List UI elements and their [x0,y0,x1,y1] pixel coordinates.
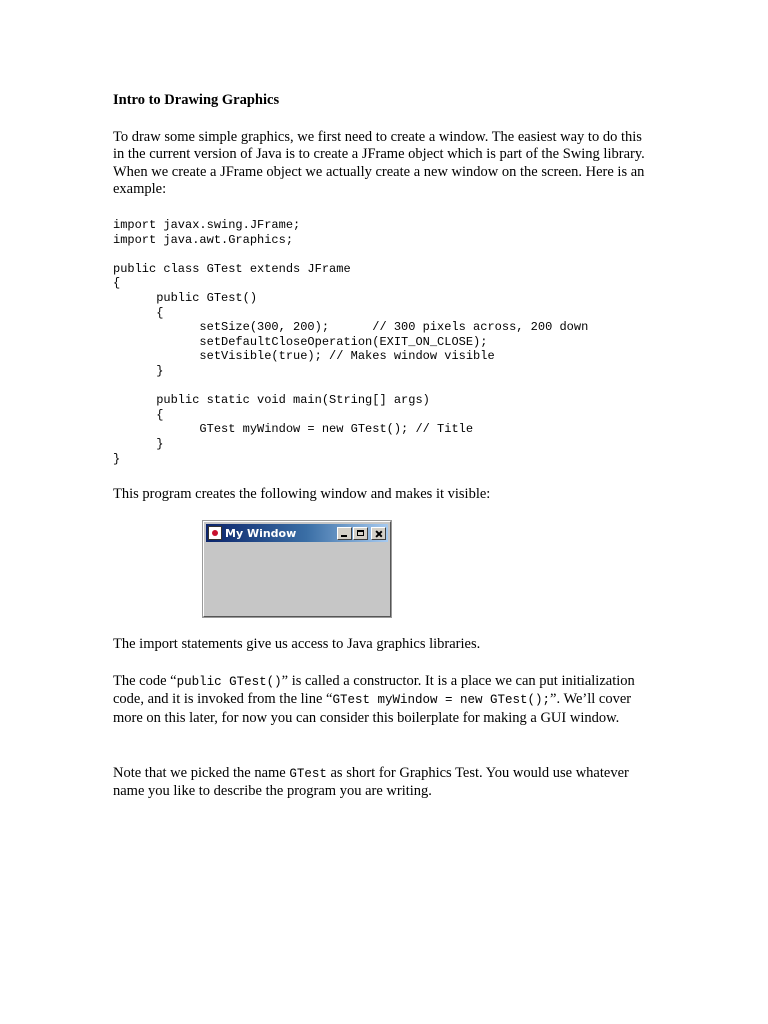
constructor-text-1: The code “ [113,673,177,689]
window-titlebar [206,524,388,542]
constructor-text-3: ”. We’ll cover more on this later, for now you can consider this boilerplate for making a GUI window. [113,691,632,726]
window-controls [337,527,386,540]
code-sample: import javax.swing.JFrame; import java.awt.Graphics; public class GTest extends JFrame { public GTest() { setSize(300, 200); // 300 pixels across, 200 down setDefaultCloseOperation(EXIT_ON_CLOSE); setVisible(true); // Makes window visible } public static void main(String[] args) { GTest myWindow = new GTest(); // Title } } [113,218,589,466]
constructor-paragraph [113,673,653,727]
instantiation-code: GTest myWindow = new GTest(); [332,693,551,708]
class-name-code: GTest [289,767,327,781]
close-icon [371,527,386,540]
java-icon [208,526,222,540]
name-paragraph [113,765,653,801]
name-text-2: as short for Graphics Test. You would use whatever name you like to describe the program you are writing. [113,765,629,800]
constructor-code: public GTest() [176,675,282,689]
name-text-1: Note that we picked the name [113,765,290,781]
sample-window-screenshot [203,521,391,617]
minimize-icon [337,527,352,540]
intro-paragraph: To draw some simple graphics, we first need to create a window. The easiest way to do this in the current version of Java is to create a JFrame object which is part of the Swing library. When we create a JFrame object we actually create a new window on the screen. Here is an example: [113,129,645,197]
import-paragraph: The import statements give us access to Java graphics libraries. [113,636,481,652]
page-title: Intro to Drawing Graphics [113,92,280,108]
window-title: My Window [225,526,297,540]
constructor-text-2: ” is called a constructor. It is a place we can put initialization code, and it is invoked from the line “ [113,673,635,708]
maximize-icon [353,527,368,540]
result-paragraph: This program creates the following window and makes it visible: [113,486,491,502]
